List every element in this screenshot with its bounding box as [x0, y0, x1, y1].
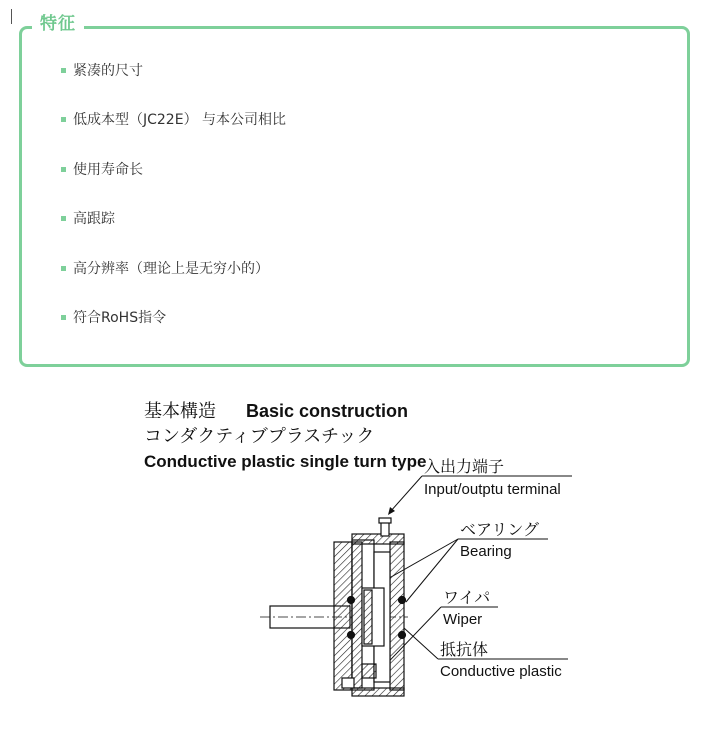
feature-text: 紧凑的尺寸	[73, 63, 143, 79]
construction-svg	[138, 392, 576, 712]
diagram-subtitle-jp: コンダクティブプラスチック	[144, 426, 375, 447]
bullet-icon	[61, 315, 66, 320]
feature-title: 特征	[32, 11, 84, 37]
feature-text: 高跟踪	[73, 211, 115, 228]
bullet-icon	[61, 167, 66, 172]
diagram-subtitle-en: Conductive plastic single turn type	[144, 452, 427, 471]
label-wiper-jp: ワイパ	[443, 588, 491, 607]
label-plastic-jp: 抵抗体	[440, 640, 489, 659]
feature-text: 符合RoHS指令	[73, 309, 167, 326]
label-plastic-en: Conductive plastic	[440, 663, 562, 680]
list-item	[59, 206, 286, 255]
label-bearing-en: Bearing	[460, 543, 512, 560]
bullet-icon	[61, 266, 66, 271]
construction-diagram	[138, 392, 576, 712]
label-bearing-jp: ベアリング	[460, 520, 540, 539]
feature-text: 使用寿命长	[73, 161, 143, 178]
label-wiper-en: Wiper	[443, 611, 483, 628]
diagram-heading-en: Basic construction	[246, 401, 409, 421]
feature-text: 低成本型（JC22E） 与本公司相比	[73, 112, 287, 129]
list-item	[59, 256, 286, 305]
list-item	[59, 107, 286, 156]
label-terminal-jp: 入出力端子	[424, 457, 505, 476]
feature-text: 高分辨率（理论上是无穷小的）	[73, 260, 269, 277]
list-item	[59, 58, 286, 107]
diagram-heading-cn: 基本構造	[144, 401, 216, 422]
bullet-icon	[61, 68, 66, 73]
bullet-icon	[61, 216, 66, 221]
list-item	[59, 305, 286, 354]
bullet-icon	[61, 117, 66, 122]
feature-list	[59, 58, 286, 354]
list-item	[59, 157, 286, 206]
label-terminal-en: Input/outptu terminal	[424, 481, 561, 498]
text-cursor	[11, 9, 12, 24]
